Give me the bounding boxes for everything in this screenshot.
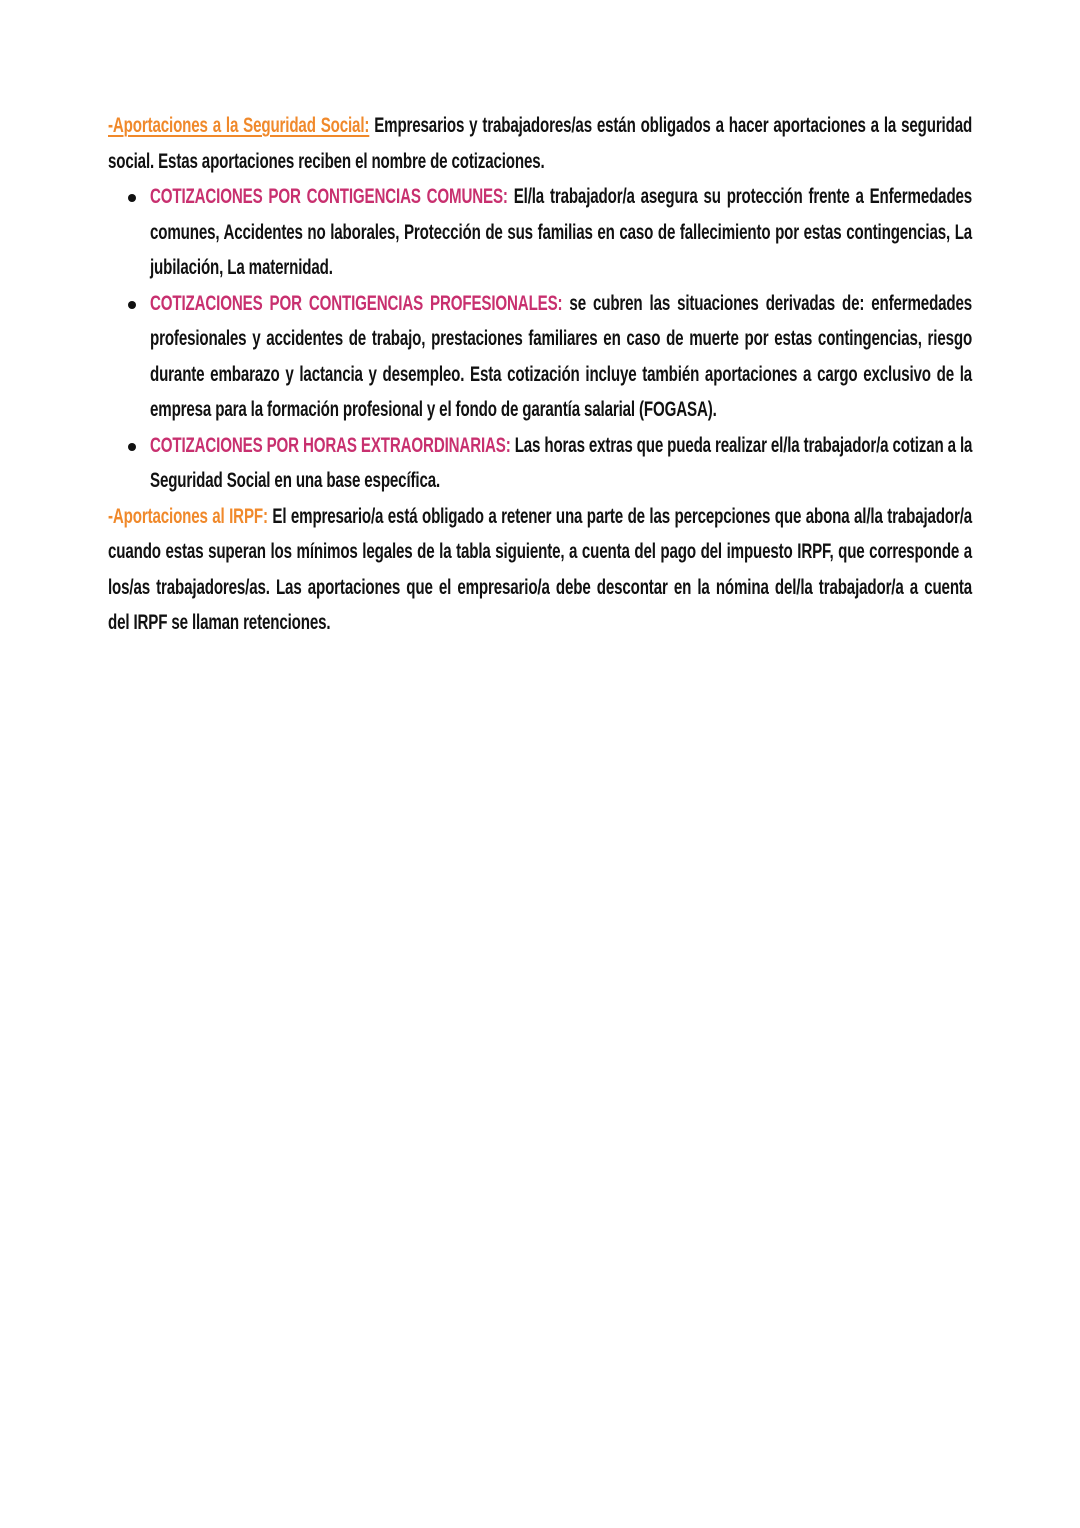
paragraph-line	[108, 499, 972, 535]
paragraph-line	[108, 605, 972, 641]
paragraph-line	[108, 570, 972, 606]
paragraph-line	[108, 321, 972, 357]
body-text: Las horas extras que pueda realizar el/la trabajador/a cotizan a la	[510, 433, 973, 457]
paragraph-line	[108, 108, 972, 144]
body-text: los/as trabajadores/as. Las aportaciones que el empresario/a debe descontar en la nómina del/la trabajador/a a cuenta	[108, 575, 973, 599]
bullet-icon	[128, 194, 136, 202]
bullet-label: COTIZACIONES POR CONTIGENCIAS COMUNES:	[150, 185, 508, 208]
section-seguridad-social	[108, 108, 972, 499]
paragraph-line	[108, 250, 972, 286]
body-text: El/la trabajador/a asegura su protección frente a Enfermedades	[507, 185, 973, 208]
bullet-icon	[128, 443, 136, 451]
section-heading-irpf: -Aportaciones al IRPF:	[108, 504, 268, 528]
body-text: El empresario/a está obligado a retener una parte de las percepciones que abona al/la trabajador/a	[267, 504, 973, 528]
body-text: cuando estas superan los mínimos legales de la tabla siguiente, a cuenta del pago del impuesto IRPF, que corresponde a	[108, 540, 973, 563]
body-text: social. Estas aportaciones reciben el nombre de cotizaciones.	[108, 149, 545, 173]
body-text: durante embarazo y lactancia y desempleo. Esta cotización incluye también aportaciones a cargo exclusivo de la	[150, 362, 973, 386]
section-irpf	[108, 499, 972, 641]
paragraph-line	[108, 392, 972, 428]
body-text: jubilación, La maternidad.	[150, 256, 333, 279]
bullet-icon	[128, 301, 136, 309]
list-item-contingencias-comunes	[108, 179, 972, 286]
paragraph-line	[108, 428, 972, 464]
paragraph-line	[108, 144, 972, 180]
paragraph-line	[108, 534, 972, 570]
paragraph-line	[108, 286, 972, 322]
list-item-horas-extraordinarias	[108, 428, 972, 499]
document-page	[108, 108, 972, 641]
list-item-contingencias-profesionales	[108, 286, 972, 428]
bullet-label: COTIZACIONES POR HORAS EXTRAORDINARIAS:	[150, 433, 511, 457]
bullet-label: COTIZACIONES POR CONTIGENCIAS PROFESIONALES:	[150, 291, 563, 315]
body-text: se cubren las situaciones derivadas de: enfermedades	[562, 291, 973, 315]
body-text: del IRPF se llaman retenciones.	[108, 611, 331, 634]
paragraph-line	[108, 215, 972, 251]
body-text: comunes, Accidentes no laborales, Protección de sus familias en caso de fallecimiento por estas contingencias, La	[150, 220, 973, 244]
paragraph-line	[108, 179, 972, 215]
body-text: empresa para la formación profesional y el fondo de garantía salarial (FOGASA).	[150, 398, 717, 421]
body-text: profesionales y accidentes de trabajo, prestaciones familiares en caso de muerte por estas contingencias, riesgo	[150, 327, 973, 350]
body-text: Empresarios y trabajadores/as están obligados a hacer aportaciones a la seguridad	[369, 114, 973, 137]
body-text: Seguridad Social en una base específica.	[150, 469, 441, 492]
paragraph-line	[108, 463, 972, 499]
paragraph-line	[108, 357, 972, 393]
section-heading-seguridad-social: -Aportaciones a la Seguridad Social:	[108, 114, 370, 137]
